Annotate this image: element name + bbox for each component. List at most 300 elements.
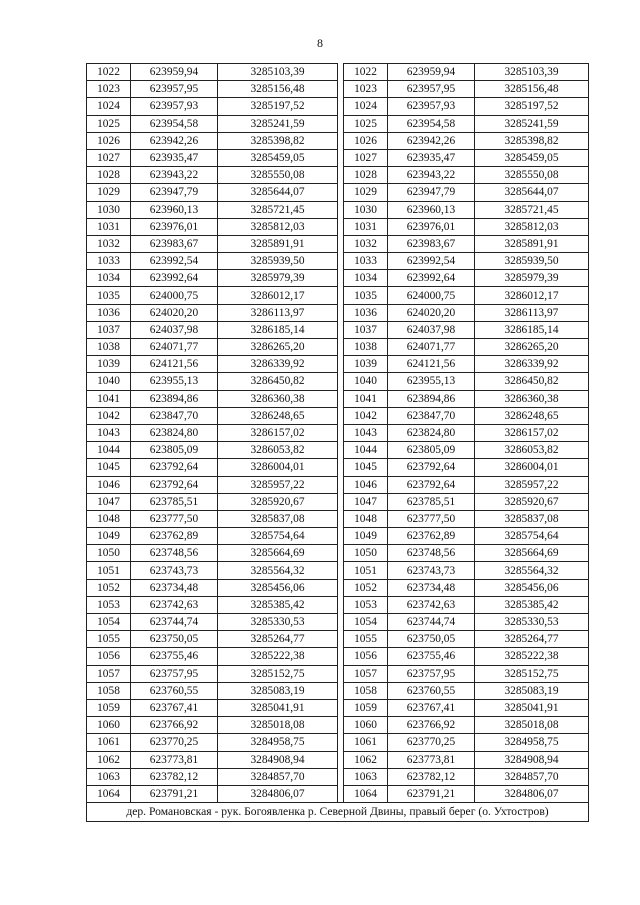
point-number-left: 1028 xyxy=(87,167,131,184)
x-coordinate-right: 623805,09 xyxy=(388,442,475,459)
y-coordinate-right: 3285721,45 xyxy=(475,201,589,218)
y-coordinate-left: 3285837,08 xyxy=(218,510,338,527)
x-coordinate-right: 623755,46 xyxy=(388,648,475,665)
x-coordinate-right: 623734,48 xyxy=(388,579,475,596)
point-number-right: 1047 xyxy=(344,493,388,510)
page-number: 8 xyxy=(317,36,323,50)
table-row xyxy=(87,304,589,321)
point-number-right: 1033 xyxy=(344,253,388,270)
table-row xyxy=(87,270,589,287)
y-coordinate-left: 3286360,38 xyxy=(218,390,338,407)
x-coordinate-right: 623947,79 xyxy=(388,184,475,201)
x-coordinate-left: 623748,56 xyxy=(131,545,218,562)
x-coordinate-right: 623742,63 xyxy=(388,596,475,613)
y-coordinate-right: 3285083,19 xyxy=(475,682,589,699)
y-coordinate-left: 3284806,07 xyxy=(218,785,338,802)
table-row xyxy=(87,235,589,252)
point-number-left: 1057 xyxy=(87,665,131,682)
table-row xyxy=(87,64,589,81)
table-row xyxy=(87,81,589,98)
point-number-right: 1042 xyxy=(344,407,388,424)
table-row xyxy=(87,579,589,596)
x-coordinate-right: 623957,95 xyxy=(388,81,475,98)
x-coordinate-right: 623942,26 xyxy=(388,132,475,149)
table-row xyxy=(87,528,589,545)
y-coordinate-right: 3286248,65 xyxy=(475,407,589,424)
point-number-left: 1060 xyxy=(87,717,131,734)
point-number-right: 1063 xyxy=(344,768,388,785)
table-row xyxy=(87,321,589,338)
table-row xyxy=(87,339,589,356)
y-coordinate-right: 3285957,22 xyxy=(475,476,589,493)
point-number-right: 1032 xyxy=(344,235,388,252)
y-coordinate-right: 3285385,42 xyxy=(475,596,589,613)
y-coordinate-right: 3284806,07 xyxy=(475,785,589,802)
table-row xyxy=(87,476,589,493)
point-number-left: 1044 xyxy=(87,442,131,459)
point-number-right: 1055 xyxy=(344,631,388,648)
x-coordinate-left: 623959,94 xyxy=(131,64,218,81)
y-coordinate-left: 3286450,82 xyxy=(218,373,338,390)
point-number-right: 1026 xyxy=(344,132,388,149)
x-coordinate-left: 623742,63 xyxy=(131,596,218,613)
point-number-left: 1053 xyxy=(87,596,131,613)
table-row xyxy=(87,442,589,459)
x-coordinate-right: 623770,25 xyxy=(388,734,475,751)
point-number-left: 1029 xyxy=(87,184,131,201)
table-row xyxy=(87,287,589,304)
y-coordinate-right: 3285979,39 xyxy=(475,270,589,287)
point-number-left: 1054 xyxy=(87,614,131,631)
point-number-left: 1040 xyxy=(87,373,131,390)
x-coordinate-right: 623824,80 xyxy=(388,424,475,441)
y-coordinate-right: 3286004,01 xyxy=(475,459,589,476)
y-coordinate-left: 3285812,03 xyxy=(218,218,338,235)
x-coordinate-right: 624000,75 xyxy=(388,287,475,304)
x-coordinate-left: 623983,67 xyxy=(131,235,218,252)
x-coordinate-left: 623766,92 xyxy=(131,717,218,734)
x-coordinate-right: 623762,89 xyxy=(388,528,475,545)
point-number-right: 1058 xyxy=(344,682,388,699)
point-number-left: 1059 xyxy=(87,699,131,716)
y-coordinate-right: 3285837,08 xyxy=(475,510,589,527)
x-coordinate-right: 623847,70 xyxy=(388,407,475,424)
point-number-right: 1038 xyxy=(344,339,388,356)
y-coordinate-right: 3285754,64 xyxy=(475,528,589,545)
x-coordinate-left: 623785,51 xyxy=(131,493,218,510)
coordinates-table-body xyxy=(87,64,589,822)
point-number-left: 1062 xyxy=(87,751,131,768)
x-coordinate-left: 623744,74 xyxy=(131,614,218,631)
y-coordinate-right: 3286265,20 xyxy=(475,339,589,356)
x-coordinate-right: 623960,13 xyxy=(388,201,475,218)
y-coordinate-right: 3285330,53 xyxy=(475,614,589,631)
y-coordinate-left: 3285721,45 xyxy=(218,201,338,218)
point-number-left: 1064 xyxy=(87,785,131,802)
x-coordinate-left: 623894,86 xyxy=(131,390,218,407)
point-number-left: 1037 xyxy=(87,321,131,338)
point-number-left: 1025 xyxy=(87,115,131,132)
point-number-right: 1034 xyxy=(344,270,388,287)
table-row xyxy=(87,699,589,716)
point-number-left: 1055 xyxy=(87,631,131,648)
x-coordinate-right: 623792,64 xyxy=(388,476,475,493)
table-row xyxy=(87,665,589,682)
point-number-right: 1059 xyxy=(344,699,388,716)
y-coordinate-left: 3285385,42 xyxy=(218,596,338,613)
x-coordinate-right: 623954,58 xyxy=(388,115,475,132)
y-coordinate-left: 3285398,82 xyxy=(218,132,338,149)
point-number-left: 1032 xyxy=(87,235,131,252)
point-number-right: 1064 xyxy=(344,785,388,802)
y-coordinate-left: 3285550,08 xyxy=(218,167,338,184)
point-number-left: 1046 xyxy=(87,476,131,493)
x-coordinate-left: 623750,05 xyxy=(131,631,218,648)
y-coordinate-left: 3286004,01 xyxy=(218,459,338,476)
point-number-right: 1027 xyxy=(344,149,388,166)
point-number-left: 1022 xyxy=(87,64,131,81)
point-number-left: 1041 xyxy=(87,390,131,407)
table-row xyxy=(87,167,589,184)
y-coordinate-left: 3286339,92 xyxy=(218,356,338,373)
point-number-right: 1061 xyxy=(344,734,388,751)
table-row xyxy=(87,768,589,785)
y-coordinate-right: 3286053,82 xyxy=(475,442,589,459)
y-coordinate-left: 3285459,05 xyxy=(218,149,338,166)
x-coordinate-left: 623762,89 xyxy=(131,528,218,545)
y-coordinate-right: 3285550,08 xyxy=(475,167,589,184)
x-coordinate-right: 624071,77 xyxy=(388,339,475,356)
footer-caption: дер. Романовская - рук. Богоявленка р. Северной Двины, правый берег (о. Ухтостров) xyxy=(87,803,589,822)
y-coordinate-right: 3286450,82 xyxy=(475,373,589,390)
y-coordinate-left: 3285754,64 xyxy=(218,528,338,545)
y-coordinate-right: 3285103,39 xyxy=(475,64,589,81)
table-row xyxy=(87,356,589,373)
x-coordinate-right: 623992,64 xyxy=(388,270,475,287)
table-row xyxy=(87,132,589,149)
x-coordinate-left: 623805,09 xyxy=(131,442,218,459)
table-row xyxy=(87,734,589,751)
y-coordinate-left: 3285083,19 xyxy=(218,682,338,699)
y-coordinate-left: 3285222,38 xyxy=(218,648,338,665)
point-number-left: 1024 xyxy=(87,98,131,115)
point-number-right: 1022 xyxy=(344,64,388,81)
x-coordinate-left: 624020,20 xyxy=(131,304,218,321)
point-number-right: 1057 xyxy=(344,665,388,682)
x-coordinate-left: 623943,22 xyxy=(131,167,218,184)
point-number-right: 1048 xyxy=(344,510,388,527)
y-coordinate-left: 3285152,75 xyxy=(218,665,338,682)
y-coordinate-right: 3285459,05 xyxy=(475,149,589,166)
y-coordinate-right: 3285920,67 xyxy=(475,493,589,510)
point-number-left: 1023 xyxy=(87,81,131,98)
y-coordinate-left: 3286248,65 xyxy=(218,407,338,424)
x-coordinate-left: 623792,64 xyxy=(131,476,218,493)
x-coordinate-left: 623955,13 xyxy=(131,373,218,390)
x-coordinate-right: 624037,98 xyxy=(388,321,475,338)
x-coordinate-left: 623942,26 xyxy=(131,132,218,149)
point-number-left: 1038 xyxy=(87,339,131,356)
y-coordinate-left: 3285456,06 xyxy=(218,579,338,596)
table-row xyxy=(87,545,589,562)
point-number-left: 1050 xyxy=(87,545,131,562)
point-number-right: 1053 xyxy=(344,596,388,613)
x-coordinate-left: 623957,93 xyxy=(131,98,218,115)
x-coordinate-left: 623954,58 xyxy=(131,115,218,132)
table-row xyxy=(87,751,589,768)
y-coordinate-right: 3285456,06 xyxy=(475,579,589,596)
x-coordinate-left: 623847,70 xyxy=(131,407,218,424)
table-row xyxy=(87,149,589,166)
y-coordinate-left: 3286012,17 xyxy=(218,287,338,304)
point-number-left: 1048 xyxy=(87,510,131,527)
x-coordinate-right: 623777,50 xyxy=(388,510,475,527)
y-coordinate-left: 3285939,50 xyxy=(218,253,338,270)
y-coordinate-left: 3285197,52 xyxy=(218,98,338,115)
coordinates-table xyxy=(86,63,589,822)
point-number-right: 1031 xyxy=(344,218,388,235)
table-row xyxy=(87,631,589,648)
x-coordinate-right: 623760,55 xyxy=(388,682,475,699)
x-coordinate-left: 623757,95 xyxy=(131,665,218,682)
point-number-right: 1052 xyxy=(344,579,388,596)
y-coordinate-right: 3286360,38 xyxy=(475,390,589,407)
point-number-right: 1045 xyxy=(344,459,388,476)
x-coordinate-right: 623782,12 xyxy=(388,768,475,785)
x-coordinate-left: 623792,64 xyxy=(131,459,218,476)
x-coordinate-right: 623773,81 xyxy=(388,751,475,768)
x-coordinate-right: 623743,73 xyxy=(388,562,475,579)
x-coordinate-right: 623748,56 xyxy=(388,545,475,562)
y-coordinate-left: 3285957,22 xyxy=(218,476,338,493)
point-number-right: 1040 xyxy=(344,373,388,390)
point-number-left: 1058 xyxy=(87,682,131,699)
x-coordinate-right: 623750,05 xyxy=(388,631,475,648)
point-number-right: 1060 xyxy=(344,717,388,734)
x-coordinate-right: 623792,64 xyxy=(388,459,475,476)
y-coordinate-left: 3285241,59 xyxy=(218,115,338,132)
x-coordinate-left: 624037,98 xyxy=(131,321,218,338)
y-coordinate-right: 3285222,38 xyxy=(475,648,589,665)
x-coordinate-right: 623935,47 xyxy=(388,149,475,166)
y-coordinate-right: 3286185,14 xyxy=(475,321,589,338)
x-coordinate-right: 623757,95 xyxy=(388,665,475,682)
point-number-right: 1028 xyxy=(344,167,388,184)
x-coordinate-right: 623955,13 xyxy=(388,373,475,390)
x-coordinate-left: 623777,50 xyxy=(131,510,218,527)
y-coordinate-left: 3284958,75 xyxy=(218,734,338,751)
table-row xyxy=(87,682,589,699)
x-coordinate-right: 624121,56 xyxy=(388,356,475,373)
y-coordinate-right: 3286012,17 xyxy=(475,287,589,304)
x-coordinate-left: 623992,64 xyxy=(131,270,218,287)
table-row xyxy=(87,648,589,665)
table-row xyxy=(87,510,589,527)
x-coordinate-right: 623791,21 xyxy=(388,785,475,802)
y-coordinate-right: 3285264,77 xyxy=(475,631,589,648)
x-coordinate-left: 623734,48 xyxy=(131,579,218,596)
table-row xyxy=(87,98,589,115)
table-row xyxy=(87,459,589,476)
x-coordinate-left: 624071,77 xyxy=(131,339,218,356)
x-coordinate-left: 623760,55 xyxy=(131,682,218,699)
y-coordinate-left: 3286053,82 xyxy=(218,442,338,459)
point-number-right: 1035 xyxy=(344,287,388,304)
x-coordinate-left: 623773,81 xyxy=(131,751,218,768)
table-row xyxy=(87,493,589,510)
y-coordinate-right: 3285812,03 xyxy=(475,218,589,235)
table-row xyxy=(87,407,589,424)
point-number-left: 1027 xyxy=(87,149,131,166)
y-coordinate-left: 3285330,53 xyxy=(218,614,338,631)
y-coordinate-right: 3285041,91 xyxy=(475,699,589,716)
x-coordinate-left: 623824,80 xyxy=(131,424,218,441)
x-coordinate-left: 623743,73 xyxy=(131,562,218,579)
y-coordinate-right: 3285644,07 xyxy=(475,184,589,201)
y-coordinate-right: 3286113,97 xyxy=(475,304,589,321)
y-coordinate-right: 3285156,48 xyxy=(475,81,589,98)
point-number-left: 1042 xyxy=(87,407,131,424)
y-coordinate-left: 3285264,77 xyxy=(218,631,338,648)
table-row xyxy=(87,390,589,407)
y-coordinate-right: 3285891,91 xyxy=(475,235,589,252)
point-number-left: 1061 xyxy=(87,734,131,751)
x-coordinate-left: 623770,25 xyxy=(131,734,218,751)
point-number-left: 1052 xyxy=(87,579,131,596)
x-coordinate-left: 623947,79 xyxy=(131,184,218,201)
x-coordinate-right: 623766,92 xyxy=(388,717,475,734)
y-coordinate-left: 3286185,14 xyxy=(218,321,338,338)
x-coordinate-left: 623767,41 xyxy=(131,699,218,716)
point-number-right: 1039 xyxy=(344,356,388,373)
point-number-right: 1029 xyxy=(344,184,388,201)
point-number-right: 1037 xyxy=(344,321,388,338)
y-coordinate-left: 3286265,20 xyxy=(218,339,338,356)
point-number-right: 1030 xyxy=(344,201,388,218)
point-number-right: 1046 xyxy=(344,476,388,493)
x-coordinate-right: 623983,67 xyxy=(388,235,475,252)
y-coordinate-left: 3285103,39 xyxy=(218,64,338,81)
y-coordinate-right: 3285241,59 xyxy=(475,115,589,132)
y-coordinate-right: 3285018,08 xyxy=(475,717,589,734)
y-coordinate-left: 3284857,70 xyxy=(218,768,338,785)
table-row xyxy=(87,201,589,218)
x-coordinate-right: 623744,74 xyxy=(388,614,475,631)
x-coordinate-right: 623943,22 xyxy=(388,167,475,184)
y-coordinate-left: 3285041,91 xyxy=(218,699,338,716)
x-coordinate-left: 623782,12 xyxy=(131,768,218,785)
y-coordinate-left: 3286113,97 xyxy=(218,304,338,321)
x-coordinate-left: 623957,95 xyxy=(131,81,218,98)
x-coordinate-right: 623894,86 xyxy=(388,390,475,407)
x-coordinate-left: 624000,75 xyxy=(131,287,218,304)
x-coordinate-right: 623992,54 xyxy=(388,253,475,270)
y-coordinate-right: 3285939,50 xyxy=(475,253,589,270)
y-coordinate-right: 3286339,92 xyxy=(475,356,589,373)
table-row xyxy=(87,785,589,802)
point-number-left: 1051 xyxy=(87,562,131,579)
point-number-left: 1030 xyxy=(87,201,131,218)
table-row xyxy=(87,218,589,235)
point-number-left: 1034 xyxy=(87,270,131,287)
point-number-right: 1043 xyxy=(344,424,388,441)
y-coordinate-left: 3285979,39 xyxy=(218,270,338,287)
y-coordinate-left: 3285156,48 xyxy=(218,81,338,98)
table-row xyxy=(87,717,589,734)
x-coordinate-right: 623976,01 xyxy=(388,218,475,235)
point-number-left: 1063 xyxy=(87,768,131,785)
table-row xyxy=(87,562,589,579)
point-number-right: 1036 xyxy=(344,304,388,321)
x-coordinate-left: 623791,21 xyxy=(131,785,218,802)
x-coordinate-left: 624121,56 xyxy=(131,356,218,373)
y-coordinate-left: 3285644,07 xyxy=(218,184,338,201)
point-number-right: 1050 xyxy=(344,545,388,562)
table-row xyxy=(87,614,589,631)
point-number-right: 1051 xyxy=(344,562,388,579)
y-coordinate-right: 3285398,82 xyxy=(475,132,589,149)
point-number-left: 1035 xyxy=(87,287,131,304)
point-number-left: 1047 xyxy=(87,493,131,510)
footer-row xyxy=(87,803,589,822)
y-coordinate-left: 3285891,91 xyxy=(218,235,338,252)
y-coordinate-left: 3286157,02 xyxy=(218,424,338,441)
point-number-right: 1044 xyxy=(344,442,388,459)
point-number-left: 1045 xyxy=(87,459,131,476)
point-number-right: 1023 xyxy=(344,81,388,98)
point-number-right: 1054 xyxy=(344,614,388,631)
y-coordinate-right: 3284857,70 xyxy=(475,768,589,785)
x-coordinate-left: 623992,54 xyxy=(131,253,218,270)
point-number-left: 1036 xyxy=(87,304,131,321)
x-coordinate-left: 623935,47 xyxy=(131,149,218,166)
point-number-right: 1062 xyxy=(344,751,388,768)
y-coordinate-right: 3285197,52 xyxy=(475,98,589,115)
point-number-right: 1024 xyxy=(344,98,388,115)
point-number-left: 1056 xyxy=(87,648,131,665)
y-coordinate-left: 3284908,94 xyxy=(218,751,338,768)
point-number-right: 1056 xyxy=(344,648,388,665)
y-coordinate-left: 3285920,67 xyxy=(218,493,338,510)
x-coordinate-left: 623960,13 xyxy=(131,201,218,218)
x-coordinate-left: 623976,01 xyxy=(131,218,218,235)
x-coordinate-right: 623957,93 xyxy=(388,98,475,115)
x-coordinate-right: 623767,41 xyxy=(388,699,475,716)
table-row xyxy=(87,253,589,270)
table-row xyxy=(87,596,589,613)
y-coordinate-left: 3285018,08 xyxy=(218,717,338,734)
y-coordinate-left: 3285664,69 xyxy=(218,545,338,562)
y-coordinate-right: 3284908,94 xyxy=(475,751,589,768)
y-coordinate-right: 3285664,69 xyxy=(475,545,589,562)
point-number-left: 1039 xyxy=(87,356,131,373)
point-number-right: 1049 xyxy=(344,528,388,545)
table-row xyxy=(87,184,589,201)
y-coordinate-left: 3285564,32 xyxy=(218,562,338,579)
point-number-left: 1033 xyxy=(87,253,131,270)
table-row xyxy=(87,373,589,390)
point-number-left: 1043 xyxy=(87,424,131,441)
x-coordinate-right: 624020,20 xyxy=(388,304,475,321)
point-number-right: 1041 xyxy=(344,390,388,407)
y-coordinate-right: 3284958,75 xyxy=(475,734,589,751)
point-number-right: 1025 xyxy=(344,115,388,132)
x-coordinate-right: 623959,94 xyxy=(388,64,475,81)
y-coordinate-right: 3286157,02 xyxy=(475,424,589,441)
y-coordinate-right: 3285152,75 xyxy=(475,665,589,682)
table-row xyxy=(87,115,589,132)
table-row xyxy=(87,424,589,441)
